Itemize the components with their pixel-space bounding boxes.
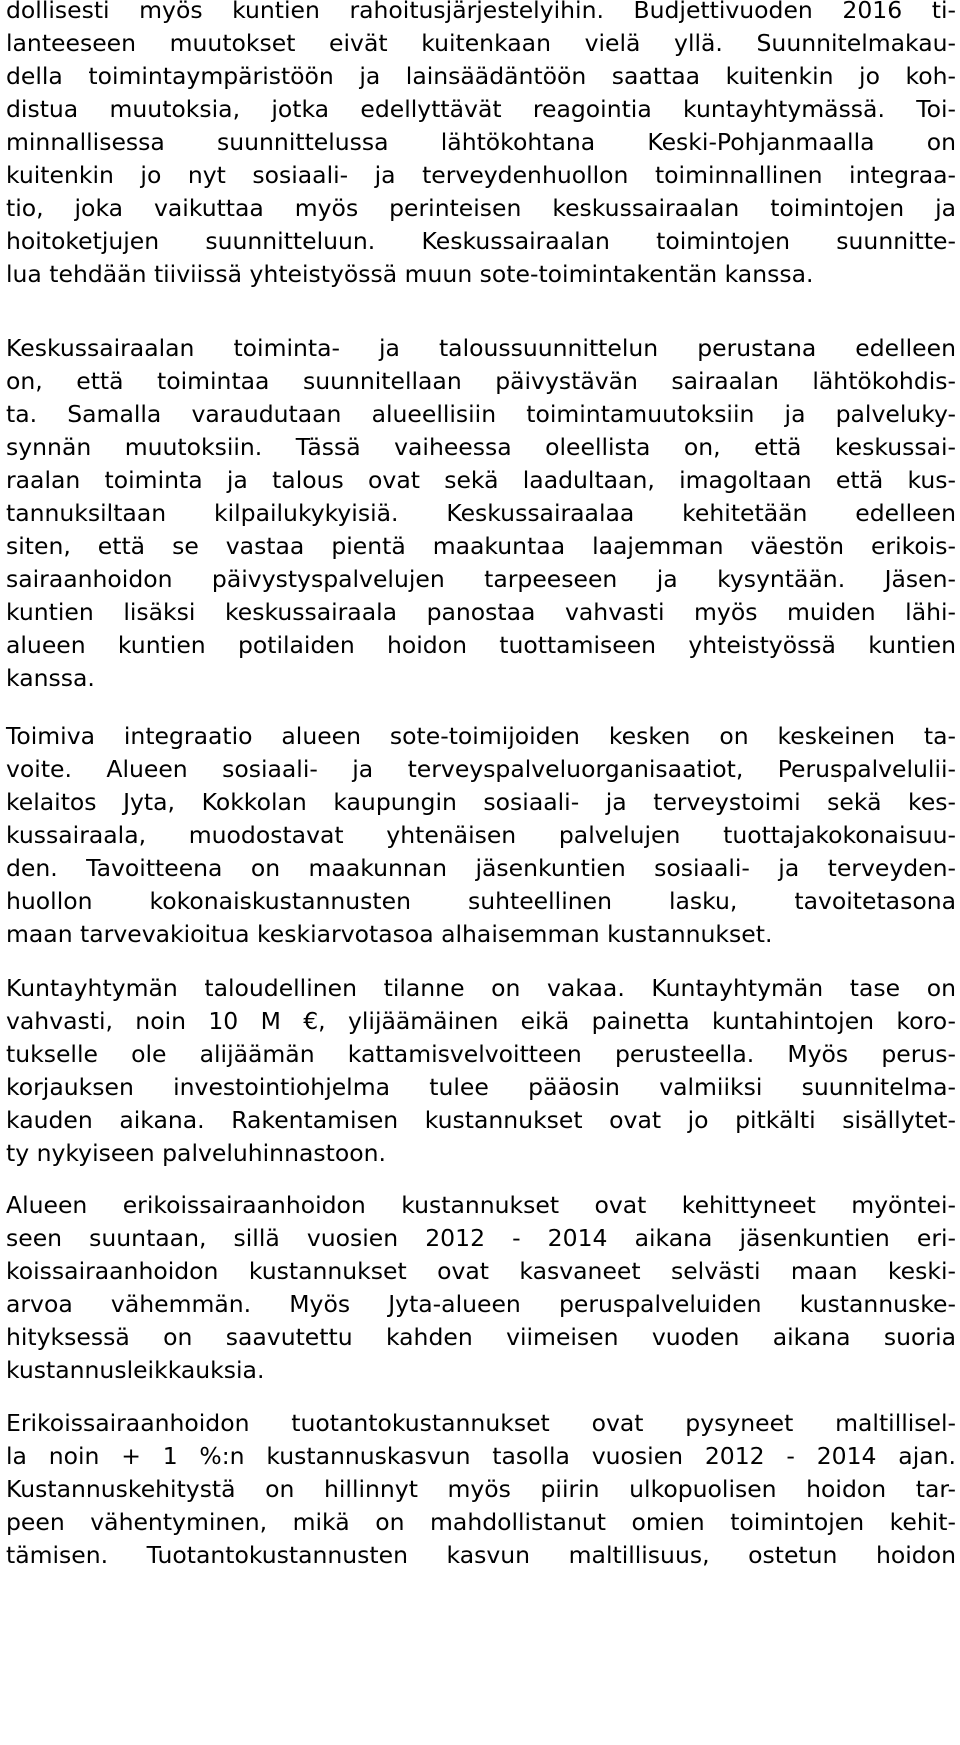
text-line: sairaanhoidon päivystyspalvelujen tarpeeseen ja kysyntään. Jäsen- [6, 565, 956, 593]
text-line: kuitenkin jo nyt sosiaali- ja terveydenhuollon toiminnallinen integraa- [6, 161, 956, 189]
text-line: arvoa vähemmän. Myös Jyta-alueen peruspalveluiden kustannuske- [6, 1290, 956, 1318]
text-line: la noin + 1 %:n kustannuskasvun tasolla vuosien 2012 - 2014 ajan. [6, 1442, 956, 1470]
text-line: alueen kuntien potilaiden hoidon tuottamiseen yhteistyössä kuntien [6, 631, 956, 659]
text-line: Alueen erikoissairaanhoidon kustannukset ovat kehittyneet myöntei- [6, 1191, 956, 1219]
text-line: kanssa. [6, 664, 95, 692]
text-line: huollon kokonaiskustannusten suhteellinen lasku, tavoitetasona [6, 887, 956, 915]
text-line: minnallisessa suunnittelussa lähtökohtana Keski-Pohjanmaalla on [6, 128, 956, 156]
text-line: distua muutoksia, jotka edellyttävät reagointia kuntayhtymässä. Toi- [6, 95, 956, 123]
text-line: kuntien lisäksi keskussairaala panostaa vahvasti myös muiden lähi- [6, 598, 956, 626]
text-line: tämisen. Tuotantokustannusten kasvun maltillisuus, ostetun hoidon [6, 1541, 956, 1569]
text-line: hoitoketjujen suunnitteluun. Keskussairaalan toimintojen suunnitte- [6, 227, 956, 255]
text-line: seen suuntaan, sillä vuosien 2012 - 2014 aikana jäsenkuntien eri- [6, 1224, 956, 1252]
text-line: Toimiva integraatio alueen sote-toimijoiden kesken on keskeinen ta- [6, 722, 956, 750]
text-line: Kuntayhtymän taloudellinen tilanne on vakaa. Kuntayhtymän tase on [6, 974, 956, 1002]
text-line: maan tarvevakioitua keskiarvotasoa alhaisemman kustannukset. [6, 920, 773, 948]
text-line: Keskussairaalan toiminta- ja taloussuunnittelun perustana edelleen [6, 334, 956, 362]
text-line: Kustannuskehitystä on hillinnyt myös piirin ulkopuolisen hoidon tar- [6, 1475, 956, 1503]
text-line: Erikoissairaanhoidon tuotantokustannukset ovat pysyneet maltillisel- [6, 1409, 956, 1437]
text-line: lua tehdään tiiviissä yhteistyössä muun sote-toimintakentän kanssa. [6, 260, 814, 288]
text-line: den. Tavoitteena on maakunnan jäsenkuntien sosiaali- ja terveyden- [6, 854, 956, 882]
text-line: raalan toiminta ja talous ovat sekä laadultaan, imagoltaan että kus- [6, 466, 956, 494]
text-line: kustannusleikkauksia. [6, 1356, 265, 1384]
text-line: koissairaanhoidon kustannukset ovat kasvaneet selvästi maan keski- [6, 1257, 956, 1285]
paragraph-1 [6, 0, 956, 291]
text-line: lanteeseen muutokset eivät kuitenkaan vielä yllä. Suunnitelmakau- [6, 29, 956, 57]
text-line: tukselle ole alijäämän kattamisvelvoitteen perusteella. Myös perus- [6, 1040, 956, 1068]
text-line: korjauksen investointiohjelma tulee pääosin valmiiksi suunnitelma- [6, 1073, 956, 1101]
text-line: tannuksiltaan kilpailukykyisiä. Keskussairaalaa kehitetään edelleen [6, 499, 956, 527]
paragraph-3 [6, 720, 956, 951]
text-line: ty nykyiseen palveluhinnastoon. [6, 1139, 386, 1167]
text-line: tio, joka vaikuttaa myös perinteisen keskussairaalan toimintojen ja [6, 194, 956, 222]
text-line: kussairaala, muodostavat yhtenäisen palvelujen tuottajakokonaisuu- [6, 821, 956, 849]
text-line: siten, että se vastaa pientä maakuntaa laajemman väestön erikois- [6, 532, 956, 560]
text-line: della toimintaympäristöön ja lainsäädäntöön saattaa kuitenkin jo koh- [6, 62, 956, 90]
text-line: dollisesti myös kuntien rahoitusjärjestelyihin. Budjettivuoden 2016 ti- [6, 0, 956, 24]
paragraph-4 [6, 972, 956, 1170]
text-line: kelaitos Jyta, Kokkolan kaupungin sosiaali- ja terveystoimi sekä kes- [6, 788, 956, 816]
paragraph-5 [6, 1189, 956, 1387]
text-line: synnän muutoksiin. Tässä vaiheessa oleellista on, että keskussai- [6, 433, 956, 461]
text-line: kauden aikana. Rakentamisen kustannukset ovat jo pitkälti sisällytet- [6, 1106, 956, 1134]
text-line: vahvasti, noin 10 M €, ylijäämäinen eikä painetta kuntahintojen koro- [6, 1007, 956, 1035]
text-line: on, että toimintaa suunnitellaan päivystävän sairaalan lähtökohdis- [6, 367, 956, 395]
text-line: ta. Samalla varaudutaan alueellisiin toimintamuutoksiin ja palveluky- [6, 400, 956, 428]
paragraph-2 [6, 332, 956, 695]
text-line: peen vähentyminen, mikä on mahdollistanut omien toimintojen kehit- [6, 1508, 956, 1536]
paragraph-6 [6, 1407, 956, 1572]
text-line: hityksessä on saavutettu kahden viimeisen vuoden aikana suoria [6, 1323, 956, 1351]
text-line: voite. Alueen sosiaali- ja terveyspalveluorganisaatiot, Peruspalvelulii- [6, 755, 956, 783]
